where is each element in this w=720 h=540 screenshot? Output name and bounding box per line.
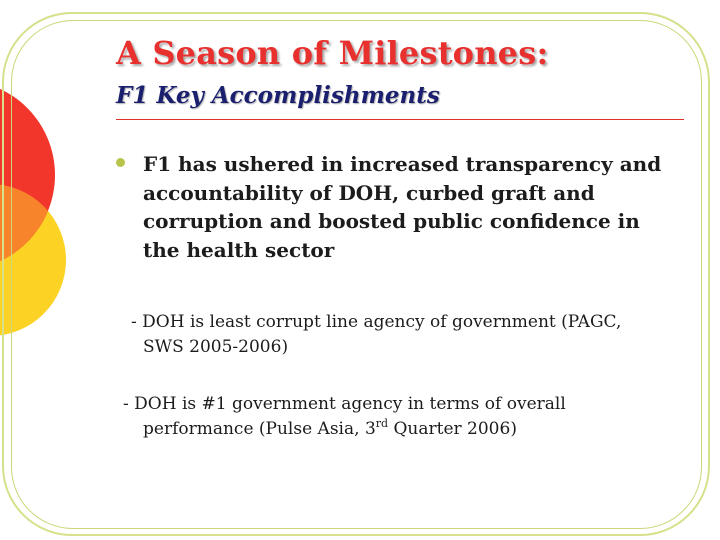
sub-item-least-corrupt bbox=[131, 310, 691, 360]
sub-item-1-line-1: - DOH is least corrupt line agency of government (PAGC, bbox=[131, 312, 622, 332]
sub-item-2-line-1: - DOH is #1 government agency in terms of overall bbox=[123, 394, 566, 414]
main-bullet-text: F1 has ushered in increased transparency and accountability of DOH, curbed graft and corruption and boosted public confidence in the health sector bbox=[143, 152, 662, 262]
title-divider bbox=[116, 119, 684, 120]
slide-title: A Season of Milestones: bbox=[116, 34, 549, 72]
sub-item-1-line-2: SWS 2005-2006) bbox=[143, 337, 289, 357]
slide-subtitle: F1 Key Accomplishments bbox=[116, 82, 440, 109]
ordinal-suffix: rd bbox=[375, 417, 389, 430]
sub-item-top-agency bbox=[123, 392, 683, 442]
sub-item-2-line-2-post: Quarter 2006) bbox=[388, 419, 517, 439]
bullet-dot-icon bbox=[116, 158, 125, 167]
sub-item-2-line-2-pre: performance (Pulse Asia, 3 bbox=[143, 419, 376, 439]
